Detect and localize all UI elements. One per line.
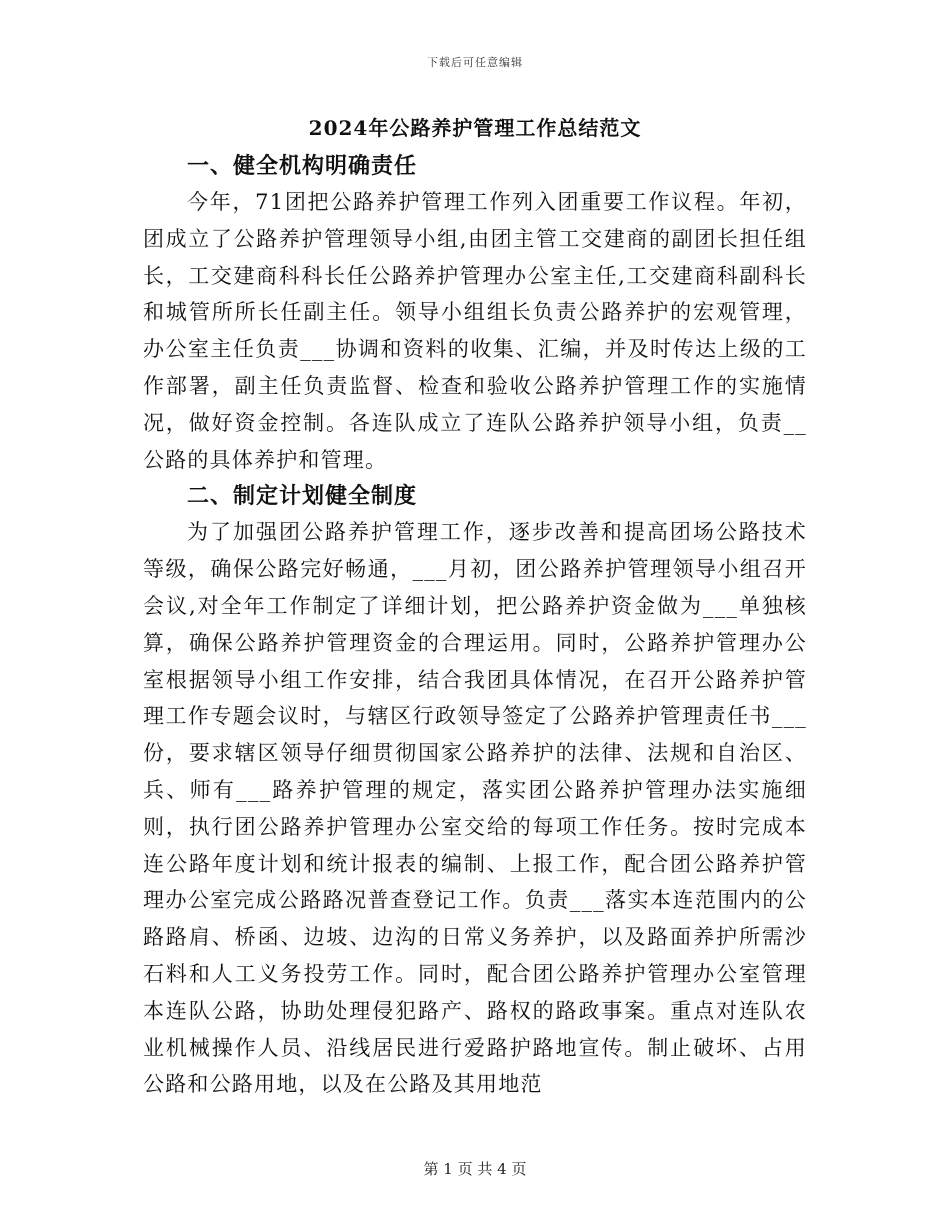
section-heading: 二、制定计划健全制度 — [187, 483, 418, 510]
section-2 — [143, 478, 807, 1103]
section-paragraph: 今年，71团把公路养护管理工作列入团重要工作议程。年初，团成立了公路养护管理领导小组,由团主管工交建商的副团长担任组长，工交建商科科长任公路养护管理办公室主任,工交建商科副科长和城管所所长任副主任。领导小组组长负责公路养护的宏观管理，办公室主任负责___协调和资料的收集、汇编，并及时传达上级的工作部署，副主任负责监督、检查和验收公路养护管理工作的实施情况，做好资金控制。各连队成立了连队公路养护领导小组，负责__公路的具体养护和管理。 — [143, 190, 807, 472]
document-body — [143, 112, 807, 1103]
document-title: 2024年公路养护管理工作总结范文 — [308, 116, 642, 140]
page-header-note: 下载后可任意编辑 — [427, 56, 523, 69]
page-number: 第 1 页 共 4 页 — [423, 1160, 527, 1178]
section-heading: 一、健全机构明确责任 — [187, 153, 418, 179]
section-1 — [143, 148, 807, 478]
section-paragraph: 为了加强团公路养护管理工作，逐步改善和提高团场公路技术等级，确保公路完好畅通，___月初，团公路养护管理领导小组召开会议,对全年工作制定了详细计划，把公路养护资金做为___单独核算，确保公路养护管理资金的合理运用。同时，公路养护管理办公室根据领导小组工作安排，结合我团具体情况，在召开公路养护管理工作专题会议时，与辖区行政领导签定了公路养护管理责任书___份，要求辖区领导仔细贯彻国家公路养护的法律、法规和自治区、兵、师有___路养护管理的规定，落实团公路养护管理办法实施细则，执行团公路养护管理办公室交给的每项工作任务。按时完成本连公路年度计划和统计报表的编制、上报工作，配合团公路养护管理办公室完成公路路况普查登记工作。负责___落实本连范围内的公路路肩、桥函、边坡、边沟的日常义务养护，以及路面养护所需沙石料和人工义务投劳工作。同时，配合团公路养护管理办公室管理本连队公路，协助处理侵犯路产、路权的路政事案。重点对连队农业机械操作人员、沿线居民进行爱路护路地宣传。制止破坏、占用公路和公路用地，以及在公路及其用地范 — [143, 520, 807, 1097]
